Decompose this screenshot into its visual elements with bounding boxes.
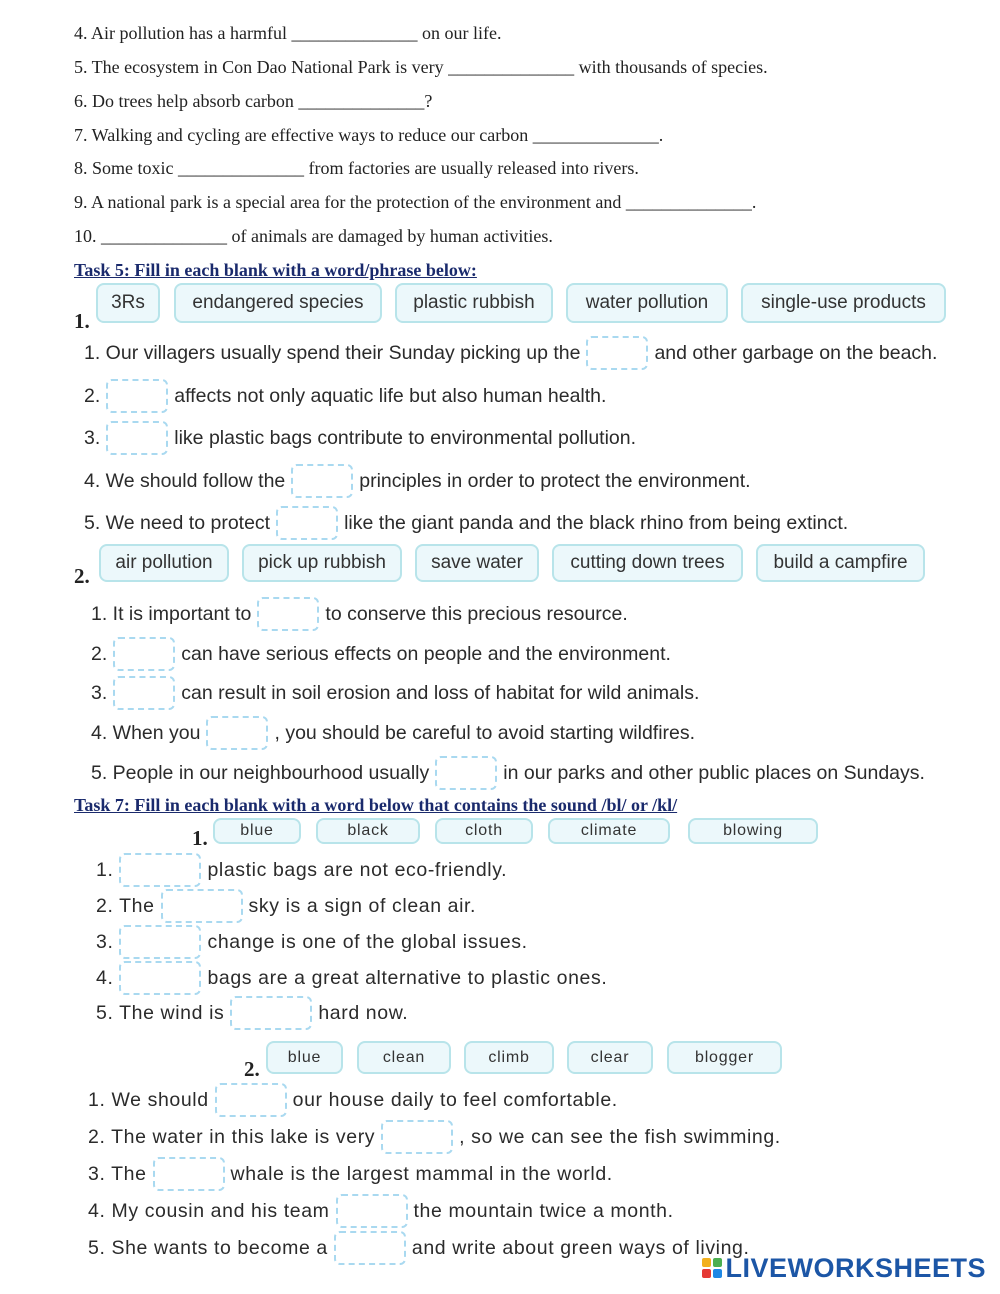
logo-square: [713, 1269, 722, 1278]
logo-text: LIVEWORKSHEETS: [725, 1252, 986, 1283]
task5-heading: Task 5: Fill in each blank with a word/phrase below:: [74, 260, 477, 280]
word-chip[interactable]: build a campfire: [756, 544, 925, 582]
word-chip[interactable]: cloth: [435, 818, 533, 844]
task7-p2-sentence-4: [88, 1193, 674, 1229]
sentence-text: 2. The water in this lake is very: [88, 1125, 376, 1148]
answer-blank[interactable]: [106, 379, 168, 413]
task5-part2-word-bank: [0, 544, 1000, 582]
task5-part1-word-bank: [0, 283, 1000, 323]
sentence-text: 1.: [96, 858, 114, 881]
task5-p1-sentence-3: [84, 420, 636, 456]
task5-p1-sentence-1: [84, 335, 937, 371]
word-chip[interactable]: plastic rubbish: [395, 283, 553, 323]
word-chip[interactable]: black: [316, 818, 420, 844]
answer-blank[interactable]: [435, 756, 497, 790]
sentence-text: the mountain twice a month.: [413, 1199, 674, 1222]
logo-square: [702, 1258, 711, 1267]
sentence-text: 1. It is important to: [91, 602, 252, 625]
sentence-text: sky is a sign of clean air.: [248, 894, 477, 917]
task7-p2-sentence-2: [88, 1119, 781, 1155]
logo-square: [702, 1269, 711, 1278]
sentence-text: 3.: [84, 426, 101, 449]
task7-p1-sentence-5: [96, 995, 408, 1031]
answer-blank[interactable]: [336, 1194, 408, 1228]
sentence-text: in our parks and other public places on Sundays.: [503, 761, 925, 784]
question-10: 10. ______________ of animals are damaged by human activities.: [74, 226, 553, 246]
sentence-text: 3.: [91, 681, 108, 704]
sentence-text: plastic bags are not eco-friendly.: [207, 858, 508, 881]
task7-part2-word-bank: [0, 1041, 1000, 1074]
sentence-text: our house daily to feel comfortable.: [292, 1088, 618, 1111]
word-chip[interactable]: save water: [415, 544, 539, 582]
question-5: 5. The ecosystem in Con Dao National Park is very ______________ with thousands of species.: [74, 57, 768, 77]
sentence-text: affects not only aquatic life but also human health.: [174, 384, 607, 407]
task7-part1-word-bank: [0, 818, 1000, 844]
sentence-text: change is one of the global issues.: [207, 930, 528, 953]
question-8: 8. Some toxic ______________ from factories are usually released into rivers.: [74, 158, 639, 178]
task7-part1-number: 1.: [192, 826, 208, 850]
word-chip[interactable]: single-use products: [741, 283, 946, 323]
sentence-text: principles in order to protect the environment.: [359, 469, 751, 492]
answer-blank[interactable]: [276, 506, 338, 540]
answer-blank[interactable]: [113, 637, 175, 671]
sentence-text: bags are a great alternative to plastic ones.: [207, 966, 608, 989]
task5-part1-number: 1.: [74, 309, 90, 333]
word-chip[interactable]: endangered species: [174, 283, 382, 323]
task7-p2-sentence-3: [88, 1156, 613, 1192]
sentence-text: like plastic bags contribute to environmental pollution.: [174, 426, 637, 449]
sentence-text: 3. The: [88, 1162, 147, 1185]
task5-p1-sentence-5: [84, 505, 848, 541]
task5-p2-sentence-1: [91, 596, 628, 632]
word-chip[interactable]: blue: [266, 1041, 343, 1074]
word-chip[interactable]: air pollution: [99, 544, 229, 582]
task7-p1-sentence-1: [96, 852, 507, 888]
word-chip[interactable]: clean: [357, 1041, 451, 1074]
word-chip[interactable]: blowing: [688, 818, 818, 844]
answer-blank[interactable]: [334, 1231, 406, 1265]
task7-p1-sentence-3: [96, 924, 528, 960]
answer-blank[interactable]: [161, 889, 243, 923]
task5-p2-sentence-4: [91, 715, 695, 751]
task5-part2-number: 2.: [74, 564, 90, 588]
sentence-text: 5. The wind is: [96, 1001, 225, 1024]
answer-blank[interactable]: [119, 853, 201, 887]
sentence-text: and other garbage on the beach.: [654, 341, 938, 364]
task7-p2-sentence-5: [88, 1230, 750, 1266]
sentence-text: whale is the largest mammal in the world.: [230, 1162, 613, 1185]
sentence-text: 2.: [84, 384, 101, 407]
word-chip[interactable]: pick up rubbish: [242, 544, 402, 582]
answer-blank[interactable]: [381, 1120, 453, 1154]
sentence-text: 1. Our villagers usually spend their Sunday picking up the: [84, 341, 581, 364]
sentence-text: , so we can see the fish swimming.: [459, 1125, 781, 1148]
sentence-text: and write about green ways of living.: [411, 1236, 750, 1259]
sentence-text: to conserve this precious resource.: [325, 602, 628, 625]
sentence-text: 4.: [96, 966, 114, 989]
word-chip[interactable]: blogger: [667, 1041, 782, 1074]
task7-p2-sentence-1: [88, 1082, 618, 1118]
question-9: 9. A national park is a special area for the protection of the environment and ______________.: [74, 192, 757, 212]
task7-p1-sentence-2: [96, 888, 476, 924]
answer-blank[interactable]: [113, 676, 175, 710]
word-chip[interactable]: climate: [548, 818, 670, 844]
sentence-text: 4. When you: [91, 721, 201, 744]
sentence-text: 2. The: [96, 894, 155, 917]
answer-blank[interactable]: [153, 1157, 225, 1191]
logo-square: [713, 1258, 722, 1267]
question-4: 4. Air pollution has a harmful ______________ on our life.: [74, 23, 502, 43]
task5-p2-sentence-3: [91, 675, 699, 711]
sentence-text: like the giant panda and the black rhino from being extinct.: [344, 511, 849, 534]
answer-blank[interactable]: [215, 1083, 287, 1117]
question-7: 7. Walking and cycling are effective ways to reduce our carbon ______________.: [74, 125, 664, 145]
sentence-text: 3.: [96, 930, 114, 953]
word-chip[interactable]: water pollution: [566, 283, 728, 323]
answer-blank[interactable]: [119, 961, 201, 995]
sentence-text: , you should be careful to avoid starting wildfires.: [274, 721, 696, 744]
word-chip[interactable]: 3Rs: [96, 283, 160, 323]
sentence-text: can have serious effects on people and the environment.: [181, 642, 671, 665]
task5-p1-sentence-2: [84, 378, 606, 414]
question-6: 6. Do trees help absorb carbon ______________?: [74, 91, 433, 111]
sentence-text: 2.: [91, 642, 108, 665]
answer-blank[interactable]: [291, 464, 353, 498]
answer-blank[interactable]: [257, 597, 319, 631]
answer-blank[interactable]: [206, 716, 268, 750]
sentence-text: hard now.: [318, 1001, 409, 1024]
answer-blank[interactable]: [106, 421, 168, 455]
sentence-text: 1. We should: [88, 1088, 209, 1111]
sentence-text: can result in soil erosion and loss of habitat for wild animals.: [181, 681, 700, 704]
sentence-text: 4. We should follow the: [84, 469, 286, 492]
task7-heading: Task 7: Fill in each blank with a word below that contains the sound /bl/ or /kl/: [74, 795, 678, 815]
answer-blank[interactable]: [586, 336, 648, 370]
answer-blank[interactable]: [230, 996, 312, 1030]
word-chip[interactable]: cutting down trees: [552, 544, 743, 582]
word-chip[interactable]: clear: [567, 1041, 653, 1074]
logo-grid-icon: [702, 1258, 722, 1278]
task7-p1-sentence-4: [96, 960, 607, 996]
task5-p2-sentence-5: [91, 755, 925, 791]
liveworksheets-logo: [702, 1253, 986, 1283]
sentence-text: 5. She wants to become a: [88, 1236, 328, 1259]
sentence-text: 4. My cousin and his team: [88, 1199, 330, 1222]
sentence-text: 5. We need to protect: [84, 511, 271, 534]
answer-blank[interactable]: [119, 925, 201, 959]
word-chip[interactable]: blue: [213, 818, 301, 844]
task7-part2-number: 2.: [244, 1057, 260, 1081]
word-chip[interactable]: climb: [464, 1041, 554, 1074]
sentence-text: 5. People in our neighbourhood usually: [91, 761, 430, 784]
task5-p1-sentence-4: [84, 463, 751, 499]
task5-p2-sentence-2: [91, 636, 671, 672]
